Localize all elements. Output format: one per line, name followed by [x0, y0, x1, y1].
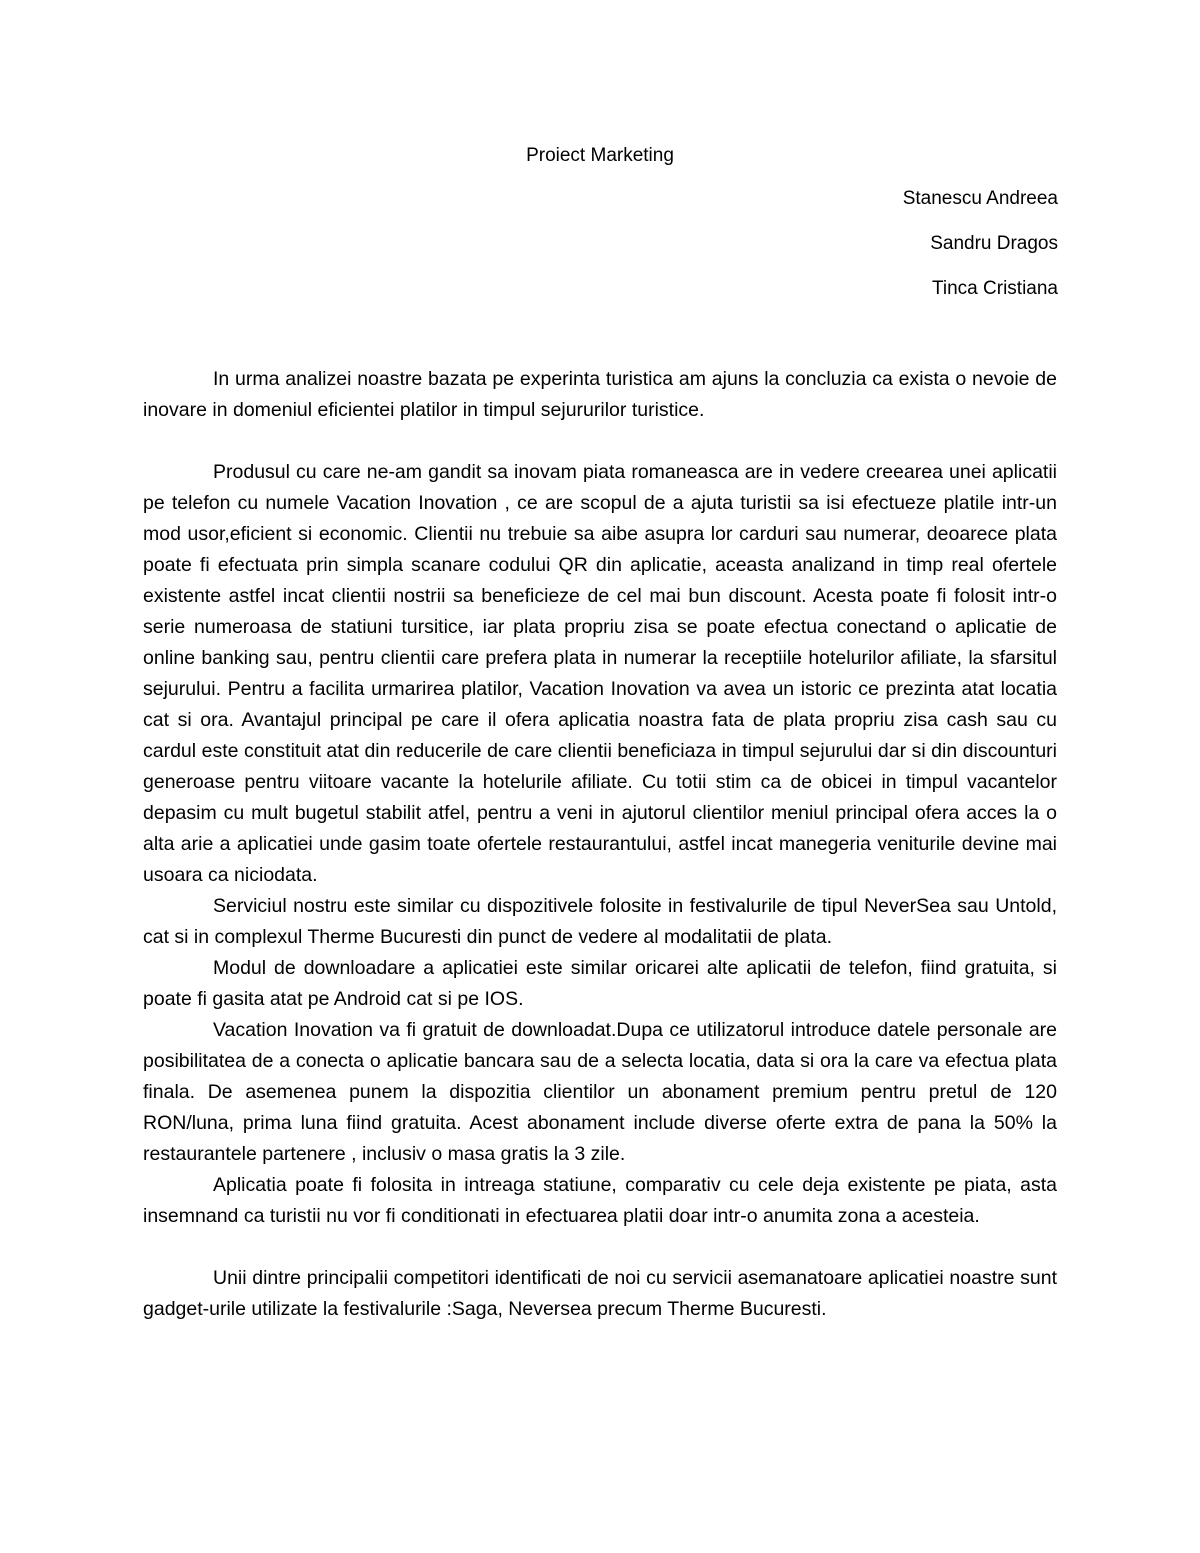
paragraph: Unii dintre principalii competitori identificati de noi cu servicii asemanatoare aplicatiei noastre sunt gadget-urile utilizate la festivalurile :Saga, Neversea precum Therme Bucuresti. [143, 1267, 1057, 1320]
author-list [658, 186, 1058, 321]
author-name: Stanescu Andreea [902, 188, 1058, 209]
paragraph: In urma analizei noastre bazata pe experinta turistica am ajuns la concluzia ca exista o nevoie de inovare in domeniul eficientei platilor in timpul sejururilor turistice. [143, 368, 1057, 421]
paragraph: Serviciul nostru este similar cu dispozitivele folosite in festivalurile de tipul NeverSea sau Untold, cat si in complexul Therme Bucuresti din punct de vedere al modalitatii de plata. [143, 895, 1057, 948]
author-name: Tinca Cristiana [931, 278, 1058, 299]
paragraph: Produsul cu care ne-am gandit sa inovam piata romaneasca are in vedere creearea unei aplicatii pe telefon cu numele Vacation Inovation , ce are scopul de a ajuta turistii sa isi efectueze platile intr-un mod usor,eficient si economic. Clientii nu trebuie sa aibe asupra lor carduri sau numerar, deoarece plata poate fi efectuata prin simpla scanare codului QR din aplicatie, aceasta analizand in timp real ofertele existente astfel incat clientii nostrii sa beneficieze de cel mai bun discount. Acesta poate fi folosit intr-o serie numeroasa de statiuni tursitice, iar plata propriu zisa se poate efectua conectand o aplicatie de online banking sau, pentru clientii care prefera plata in numerar la receptiile hotelurilor afiliate, la sfarsitul sejurului. Pentru a facilita urmarirea platilor, Vacation Inovation va avea un istoric ce prezinta atat locatia cat si ora. Avantajul principal pe care il ofera aplicatia noastra fata de plata propriu zisa cash sau cu cardul este constituit atat din reducerile de care clientii beneficiaza in timpul sejurului dar si din discounturi generoase pentru viitoare vacante la hotelurile afiliate. Cu totii stim ca de obicei in timpul vacantelor depasim cu mult bugetul stabilit atfel, pentru a veni in ajutorul clientilor meniul principal ofera acces la o alta arie a aplicatiei unde gasim toate ofertele restaurantului, astfel incat manegeria veniturile devine mai usoara ca niciodata. [143, 461, 1057, 886]
author-name: Sandru Dragos [930, 233, 1058, 254]
paragraph: Vacation Inovation va fi gratuit de downloadat.Dupa ce utilizatorul introduce datele personale are posibilitatea de a conecta o aplicatie bancara sau de a selecta locatia, data si ora la care va efectua plata finala. De asemenea punem la dispozitia clientilor un abonament premium pentru pretul de 120 RON/luna, prima luna fiind gratuita. Acest abonament include diverse oferte extra de pana la 50% la restaurantele partenere , inclusiv o masa gratis la 3 zile. [143, 1019, 1057, 1165]
document-title: Proiect Marketing [526, 145, 674, 166]
paragraph: Aplicatia poate fi folosita in intreaga statiune, comparativ cu cele deja existente pe piata, asta insemnand ca turistii nu vor fi conditionati in efectuarea platii doar intr-o anumita zona a acesteia. [143, 1174, 1057, 1227]
document-body [143, 364, 1057, 1325]
paragraph: Modul de downloadare a aplicatiei este similar oricarei alte aplicatii de telefon, fiind gratuita, si poate fi gasita atat pe Android cat si pe IOS. [143, 957, 1057, 1010]
